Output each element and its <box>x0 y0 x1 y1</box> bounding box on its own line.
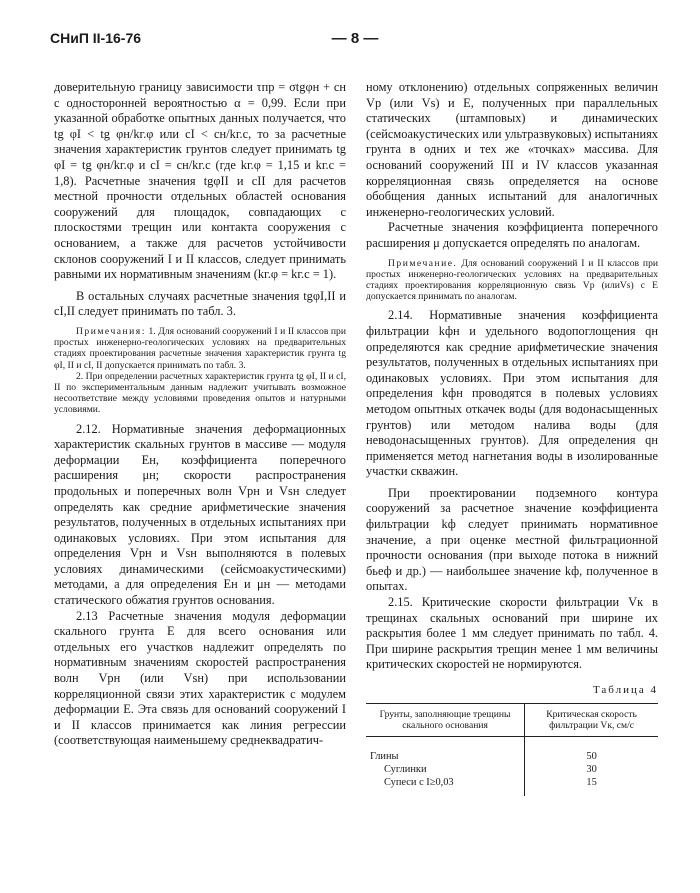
table-cell-value: 30 <box>525 763 658 776</box>
note-block <box>366 258 658 303</box>
section-2-15: 2.15. Критические скорости фильтрации Vк в трещинах скальных оснований при ширине их раскрытия более 1 мм следует принимать по табл. 4. При ширине раскрытия трещин менее 1 мм величины критических скоростей не нормируются. <box>366 595 658 672</box>
left-column <box>54 80 346 749</box>
table-header-soil: Грунты, заполняющие трещины скального основания <box>366 703 525 736</box>
table-cell-value: 50 <box>525 736 658 763</box>
notes-block <box>54 326 346 371</box>
paragraph-design: При проектировании подземного контура сооружений за расчетное значение коэффициента фильтрации kф следует принимать нормативное значение, а при оценке местной фильтрационной прочности основания (при выходе потока в нижний бьеф и др.) — наибольшее значение kф, полученное в опытах. <box>366 485 658 594</box>
note-2: 2. При определении расчетных характеристик грунта tg φI, II и cI, II по экспериментальным данным надлежит учитывать возможное несоответствие между условиями проведения опытов и натурными условиями. <box>54 370 346 416</box>
table-cell-value: 15 <box>525 776 658 796</box>
section-2-13: 2.13 Расчетные значения модуля деформации скального грунта E для всего основания или отдельных его участков надлежит определять по нормативным значениям скоростей распространения волн Vpн (или Vsн) при использовании корреляционной связи этих характеристик с модулем деформации E. Эта связь для оснований сооружений I и II классов принимается как линия регрессии (соответствующая наименьшему среднеквадратич- <box>54 608 346 748</box>
document-code: СНиП II-16-76 <box>50 30 142 46</box>
table-4 <box>366 703 658 796</box>
table-row <box>366 776 658 796</box>
note-text: Для оснований сооружений I и II классов при простых инженерно-геологических условиях на предварительных стадиях проектирования корреляционную связь Vp (илиVs) с E допускается принимать по аналогам. <box>366 257 658 303</box>
note-1: 1. Для оснований сооружений I и II классов при простых инженерно-геологических условиях на предварительных стадиях проектирования расчетные значения характеристик грунта tg φI, II и cI, II допускается принимать по табл. 3. <box>54 325 346 371</box>
page-number: — 8 — <box>331 30 379 47</box>
note-label: Примечание. <box>388 257 458 269</box>
table-cell-soil: Супеси с I≥0,03 <box>384 776 454 788</box>
notes-label: Примечания: <box>76 325 146 337</box>
page-header <box>50 30 660 56</box>
table-cell-soil: Глины <box>370 750 399 762</box>
table-cell-soil: Суглинки <box>384 763 427 775</box>
paragraph-continuation-right: ному отклонению) отдельных сопряженных величин Vp (или Vs) и E, полученных при параллельных статических (штамповых) и динамических (сейсмоакустических или ультразвуковых) испытаниях грунта в одних и тех же «точках» массива. Для оснований сооружений III и IV классов указанная корреляционная связь определяется на основе обобщения данных испытаний для аналогичных инженерно-геологических условий. <box>366 80 658 219</box>
table-row <box>366 763 658 776</box>
table-row <box>366 736 658 763</box>
paragraph-poisson: Расчетные значения коэффициента поперечного расширения μ допускается определять по аналогам. <box>366 220 658 250</box>
section-2-12: 2.12. Нормативные значения деформационных характеристик скальных грунтов в массиве — модуля деформации Eн, коэффициента поперечного расширения μн; скорости распространения продольных и поперечных волн Vpн и Vsн следует определять как средние арифметические значения результатов, полученных в отдельных испытаниях при одинаковых условиях. При этом испытания для определения Vpн и Vsн выполняются в полевых условиях динамическими (сейсмоакустическими) методами, а для определения Eн и μн — методами статического обжатия грунтов основания. <box>54 421 346 608</box>
right-column <box>366 80 658 796</box>
table-header-velocity: Критическая скорость фильтрации Vк, см/с <box>525 703 658 736</box>
section-2-14: 2.14. Нормативные значения коэффициента фильтрации kфн и удельного водопоглощения qн определяются как средние арифметические значения результатов, полученных в отдельных испытаниях при одинаковых условиях. При этом испытания для определения kфн проводятся в полевых условиях методом опытных откачек воды (для водонасыщенных грунтов) или методом налива воды (для неводонасыщенных грунтов). Для определения qн применяется метод нагнетания воды в изолированные участки скважин. <box>366 308 658 479</box>
paragraph-other-cases: В остальных случаях расчетные значения tgφI,II и cI,II следует принимать по табл. 3. <box>54 288 346 319</box>
paragraph-continuation: доверительную границу зависимости τпр = σtgφн + cн с односторонней вероятностью α = 0,99. Если при указанной обработке опытных данных получается, что tg φI < tg φн/kг.φ или cI < cн/kг.c, то за расчетные значения характеристик грунтов следует принимать tg φI = tg φн/kг.φ и cI = cн/kг.c (где kг.φ = 1,15 и kг.c = 1,8). Расчетные значения tgφII и cII для расчетов местной прочности отдельных областей основания сооружений для площадок, совпадающих с плоскостями трещин или контакта сооружения с основанием, а также для расчетов устойчивости склонов сооружений I и II классов, следует принимать равными их нормативным значениям (kг.φ = kг.c = 1). <box>54 80 346 282</box>
table-caption: Таблица 4 <box>592 684 658 696</box>
